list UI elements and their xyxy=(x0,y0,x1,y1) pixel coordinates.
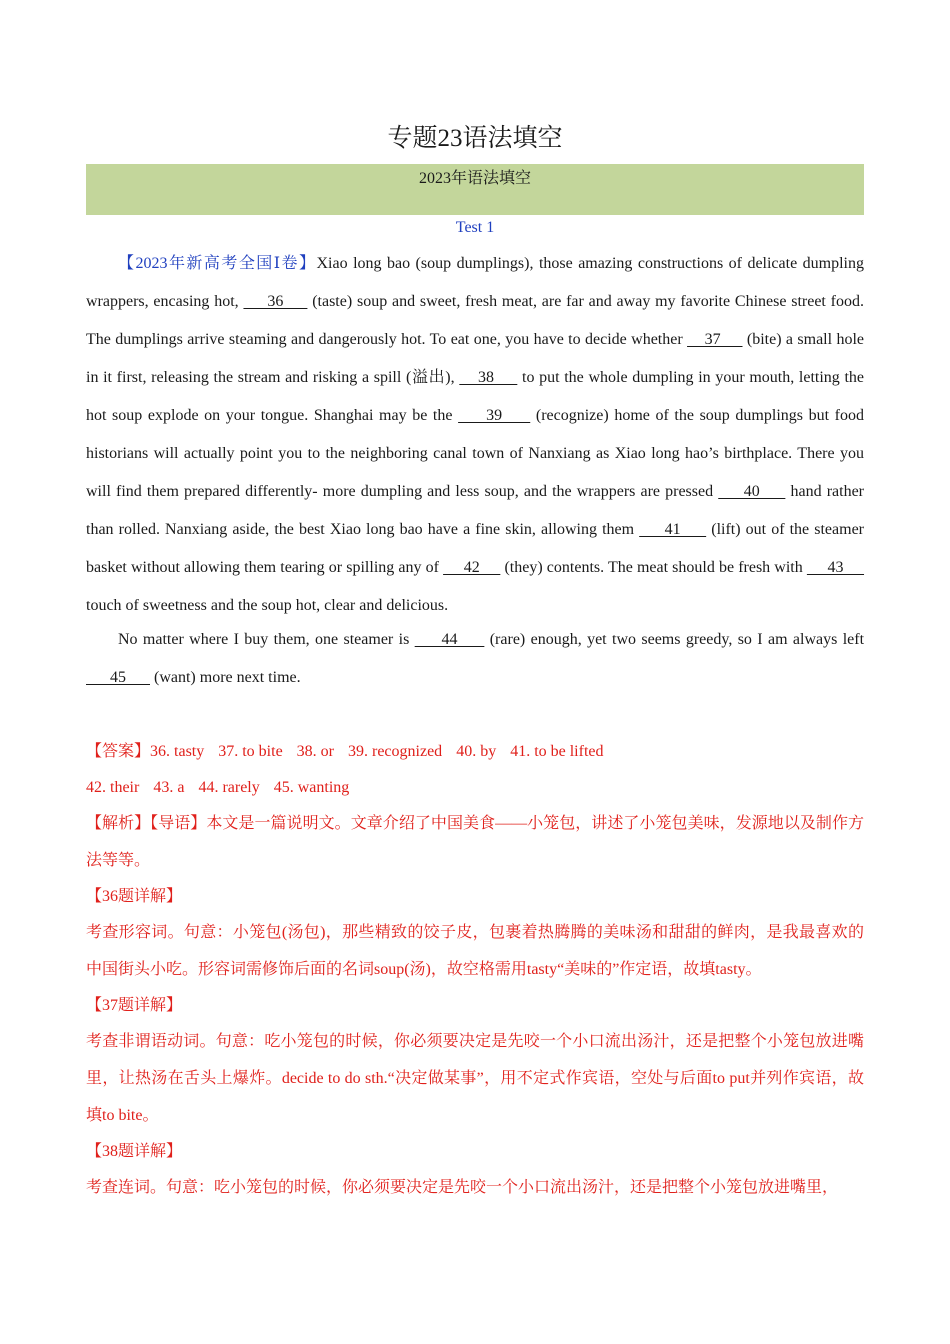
answer-item: 36. tasty xyxy=(150,743,205,760)
answers-row xyxy=(86,770,864,806)
answer-item: 44. rarely xyxy=(198,779,260,796)
analysis-item-body: 考查连词。句意：吃小笼包的时候，你必须要决定是先咬一个小口流出汤汁，还是把整个小笼包放进嘴里， xyxy=(86,1179,839,1196)
blank-37: 37 xyxy=(687,331,743,348)
answer-item: 38. or xyxy=(296,743,334,760)
passage-text: (want) more next time. xyxy=(150,669,301,686)
passage-text: (recognize) home of the soup dumplings but food historians will actually point you to the neighboring canal town of Nanxiang as Xiao long hao’s birthplace. There you will find them prepared differently- more dumpling and less soup, and the wrappers are pressed xyxy=(86,407,864,500)
answer-item: 45. wanting xyxy=(273,779,350,796)
answer-item: 42. their xyxy=(86,779,140,796)
passage-text: (rare) enough, yet two seems greedy, so I am always left xyxy=(484,631,865,648)
blank-39: 39 xyxy=(458,407,531,424)
passage-text: Xiao long bao (soup dumplings), those amazing constructions of delicate dumpling wrappers, encasing hot, xyxy=(86,255,864,310)
blank-41: 41 xyxy=(639,521,707,538)
passage xyxy=(86,245,864,697)
analysis-item-heading: 【37题详解】 xyxy=(86,997,183,1014)
answer-item: 40. by xyxy=(456,743,497,760)
answers xyxy=(86,734,864,806)
answer-item: 37. to bite xyxy=(218,743,283,760)
analysis-intro: 【解析】【导语】本文是一篇说明文。文章介绍了中国美食——小笼包，讲述了小笼包美味，发源地以及制作方法等等。 xyxy=(86,815,864,869)
blank-40: 40 xyxy=(718,483,786,500)
blank-38: 38 xyxy=(459,369,518,386)
analysis xyxy=(86,805,864,1206)
blank-45: 45 xyxy=(86,669,150,686)
source-label: 【2023年新高考全国Ⅰ卷】 xyxy=(118,255,317,272)
blank-44: 44 xyxy=(414,631,485,648)
passage-text: (they) contents. The meat should be fresh with xyxy=(500,559,807,576)
passage-text: (lift) out of the steamer basket without allowing them tearing or spilling any of xyxy=(86,521,865,576)
passage-paragraph-1 xyxy=(86,245,864,625)
blank-36: 36 xyxy=(243,293,308,310)
banner-label: 2023年语法填空 xyxy=(418,170,531,187)
passage-text: (taste) soup and sweet, fresh meat, are far and away my favorite Chinese street food. The dumplings arrive steaming and dangerously hot. To eat one, you have to decide whether xyxy=(86,293,865,348)
answer-item: 41. to be lifted xyxy=(510,743,604,760)
answer-item: 43. a xyxy=(153,779,185,796)
answer-item: 39. recognized xyxy=(348,743,443,760)
page-title: 专题23语法填空 xyxy=(387,125,563,152)
passage-paragraph-2 xyxy=(86,621,864,697)
section-banner xyxy=(86,164,864,215)
blank-42: 42 xyxy=(443,559,501,576)
answers-label: 【答案】 xyxy=(86,743,151,760)
passage-text: (bite) a small hole in it first, releasing the stream and risking a spill (溢出), xyxy=(86,331,864,386)
analysis-item-body: 考查形容词。句意：小笼包(汤包)，那些精致的饺子皮，包裹着热腾腾的美味汤和甜甜的鲜肉，是我最喜欢的中国街头小吃。形容词需修饰后面的名词soup(汤)，故空格需用tasty“美味的”作定语，故填tasty。 xyxy=(86,924,864,978)
passage-text: touch of sweetness and the soup hot, clear and delicious. xyxy=(86,597,449,614)
passage-text: to put the whole dumpling in your mouth, letting the hot soup explode on your tongue. Shanghai may be the xyxy=(86,369,864,424)
analysis-item-heading: 【36题详解】 xyxy=(86,888,183,905)
analysis-items xyxy=(86,879,864,1206)
blank-43: 43 xyxy=(806,559,865,576)
test-label: Test 1 xyxy=(455,219,495,236)
passage-text: hand rather than rolled. Nanxiang aside, the best Xiao long bao have a fine skin, allowing them xyxy=(86,483,865,538)
analysis-item-body: 考查非谓语动词。句意：吃小笼包的时候，你必须要决定是先咬一个小口流出汤汁，还是把整个小笼包放进嘴里，让热汤在舌头上爆炸。decide to do sth.“决定做某事”，用不定式作宾语，空处与后面to put并列作宾语，故填to bite。 xyxy=(86,1033,864,1124)
analysis-item-heading: 【38题详解】 xyxy=(86,1143,183,1160)
passage-text: No matter where I buy them, one steamer is xyxy=(118,631,415,648)
answers-row xyxy=(86,734,864,770)
